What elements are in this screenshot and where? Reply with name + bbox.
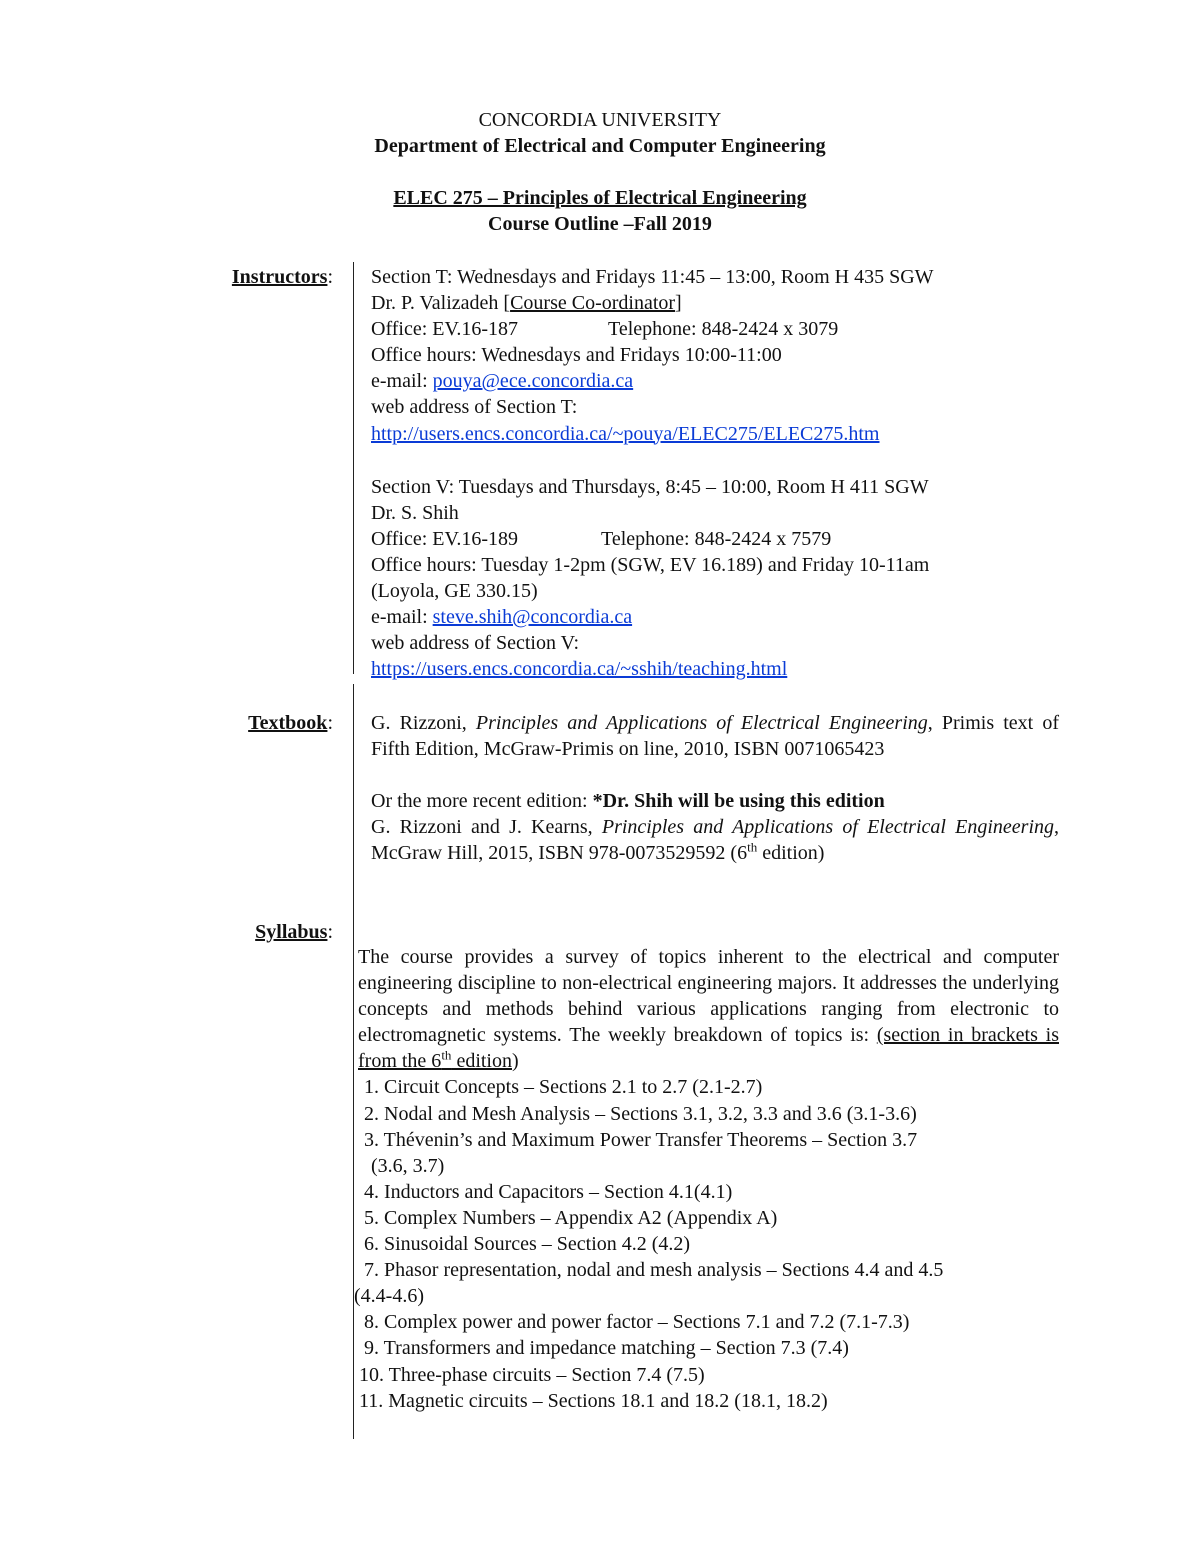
book1-details: , Primis text of Fifth Edition, McGraw-Primis on line, 2010, ISBN 0071065423 xyxy=(371,712,1060,761)
section-v-office-hours-location: (Loyola, GE 330.15) xyxy=(371,580,538,603)
divider-line-main xyxy=(353,684,354,1439)
note-superscript: th xyxy=(441,1047,452,1063)
section-v-email-link[interactable]: steve.shih@concordia.ca xyxy=(432,606,633,629)
section-t-telephone: Telephone: 848-2424 x 3079 xyxy=(608,318,839,341)
section-t-web-line xyxy=(371,421,1059,447)
book1-title: Principles and Applications of Electrical Engineering xyxy=(475,712,928,734)
textbook-alt-intro-line xyxy=(371,788,1059,814)
section-t-instructor xyxy=(371,290,1059,316)
topic-item: 6. Sinusoidal Sources – Section 4.2 (4.2) xyxy=(364,1233,691,1256)
spacer xyxy=(371,447,1059,473)
section-v-web-label: web address of Section V: xyxy=(371,632,580,655)
topic-item-continuation: (3.6, 3.7) xyxy=(371,1154,445,1177)
section-t-email-link[interactable]: pouya@ece.concordia.ca xyxy=(432,370,634,393)
textbook-alternate xyxy=(371,814,1059,866)
section-t-web-link[interactable]: http://users.encs.concordia.ca/~pouya/ELEC275/ELEC275.htm xyxy=(371,422,880,445)
book1-author: G. Rizzoni, xyxy=(371,712,476,734)
topic-item: 2. Nodal and Mesh Analysis – Sections 3.1, 3.2, 3.3 and 3.6 (3.1-3.6) xyxy=(364,1102,917,1125)
section-t-web-label: web address of Section T: xyxy=(371,396,578,419)
outline-title: Course Outline –Fall 2019 xyxy=(488,213,712,235)
instructors-label xyxy=(232,264,333,290)
section-v-web-line xyxy=(371,656,1059,682)
bracket-note-end: edition xyxy=(451,1050,512,1073)
section-t-email-line xyxy=(371,368,1059,394)
alt-edition-note: *Dr. Shih will be using this edition xyxy=(592,790,885,813)
topic-item: 1. Circuit Concepts – Sections 2.1 to 2.7 (2.1-2.7) xyxy=(364,1076,763,1099)
syllabus-label-text: Syllabus xyxy=(255,921,328,943)
coordinator-role: Course Co-ordinator xyxy=(510,292,676,315)
textbook-label xyxy=(248,710,333,736)
topic-item: 9. Transformers and impedance matching – Section 7.3 (7.4) xyxy=(364,1337,849,1360)
course-title-text: ELEC 275 – Principles of Electrical Engineering xyxy=(393,187,807,209)
alt-edition-intro: Or the more recent edition: xyxy=(371,790,593,813)
divider-line-instructors xyxy=(353,262,354,674)
spacer xyxy=(371,762,1059,788)
university-name: CONCORDIA UNIVERSITY xyxy=(478,109,722,131)
instructors-label-text: Instructors xyxy=(231,266,328,288)
label-colon: : xyxy=(327,921,333,943)
topic-item-continuation: (4.4-4.6) xyxy=(354,1285,424,1308)
syllabus-intro xyxy=(358,944,1059,1074)
syllabus-label xyxy=(255,919,333,945)
topic-item: 4. Inductors and Capacitors – Section 4.1(4.1) xyxy=(364,1180,733,1203)
book2-authors: G. Rizzoni and J. Kearns, xyxy=(371,816,602,839)
section-t-office: Office: EV.16-187 xyxy=(371,318,519,341)
book2-title: Principles and Applications of Electrical Engineering xyxy=(601,816,1054,839)
section-t-office-hours: Office hours: Wednesdays and Fridays 10:00-11:00 xyxy=(371,344,782,367)
textbook-block xyxy=(371,710,1059,867)
section-v-web-link[interactable]: https://users.encs.concordia.ca/~sshih/teaching.html xyxy=(371,658,788,681)
bracket-close: ] xyxy=(675,292,682,315)
topic-item: 7. Phasor representation, nodal and mesh analysis – Sections 4.4 and 4.5 xyxy=(364,1259,944,1282)
section-v-instructor: Dr. S. Shih xyxy=(371,501,459,524)
topic-item: 5. Complex Numbers – Appendix A2 (Appendix A) xyxy=(364,1206,778,1229)
edition-superscript: th xyxy=(747,839,758,855)
book2-edition: edition) xyxy=(757,842,825,865)
label-colon: : xyxy=(327,266,333,288)
instructors-block xyxy=(371,264,1059,683)
section-v-email-line xyxy=(371,604,1059,630)
section-t-schedule: Section T: Wednesdays and Fridays 11:45 – 13:00, Room H 435 SGW xyxy=(371,266,934,288)
section-v-telephone: Telephone: 848-2424 x 7579 xyxy=(601,527,832,550)
label-colon: : xyxy=(327,712,333,734)
textbook-primary xyxy=(371,710,1059,762)
course-title xyxy=(0,185,1200,211)
department-name: Department of Electrical and Computer Engineering xyxy=(374,135,826,157)
syllabus-block xyxy=(354,944,1059,1414)
email-label: e-mail: xyxy=(371,606,433,629)
syllabus-intro-text: The course provides a survey of topics inherent to the electrical and computer engineering discipline to non-electrical engineering majors. It addresses the underlying concepts and methods behind various applications ranging from electronic to electromagnetic systems. The weekly breakdown of topics is: xyxy=(358,946,1059,1047)
topic-item: 10. Three-phase circuits – Section 7.4 (7.5) xyxy=(359,1363,705,1386)
topic-item: 3. Thévenin’s and Maximum Power Transfer Theorems – Section 3.7 xyxy=(364,1128,918,1151)
section-v-office-hours: Office hours: Tuesday 1-2pm (SGW, EV 16.189) and Friday 10-11am xyxy=(371,554,930,577)
section-t-office-line xyxy=(371,316,1059,342)
section-v-office-line xyxy=(371,526,1059,552)
bracket-note-text: (section in brackets is from the 6 xyxy=(358,1024,1059,1073)
instructor-name: Dr. P. Valizadeh [ xyxy=(371,292,511,315)
bracket-close: ) xyxy=(511,1050,519,1073)
book2-details: , McGraw Hill, 2015, ISBN 978-0073529592 (6 xyxy=(371,816,1059,865)
email-label: e-mail: xyxy=(371,370,433,393)
section-v-schedule: Section V: Tuesdays and Thursdays, 8:45 – 10:00, Room H 411 SGW xyxy=(371,475,929,498)
section-v-office: Office: EV.16-189 xyxy=(371,527,519,550)
topic-item: 8. Complex power and power factor – Sections 7.1 and 7.2 (7.1-7.3) xyxy=(364,1311,910,1334)
topic-item: 11. Magnetic circuits – Sections 18.1 and 18.2 (18.1, 18.2) xyxy=(359,1389,828,1412)
textbook-label-text: Textbook xyxy=(248,712,328,734)
